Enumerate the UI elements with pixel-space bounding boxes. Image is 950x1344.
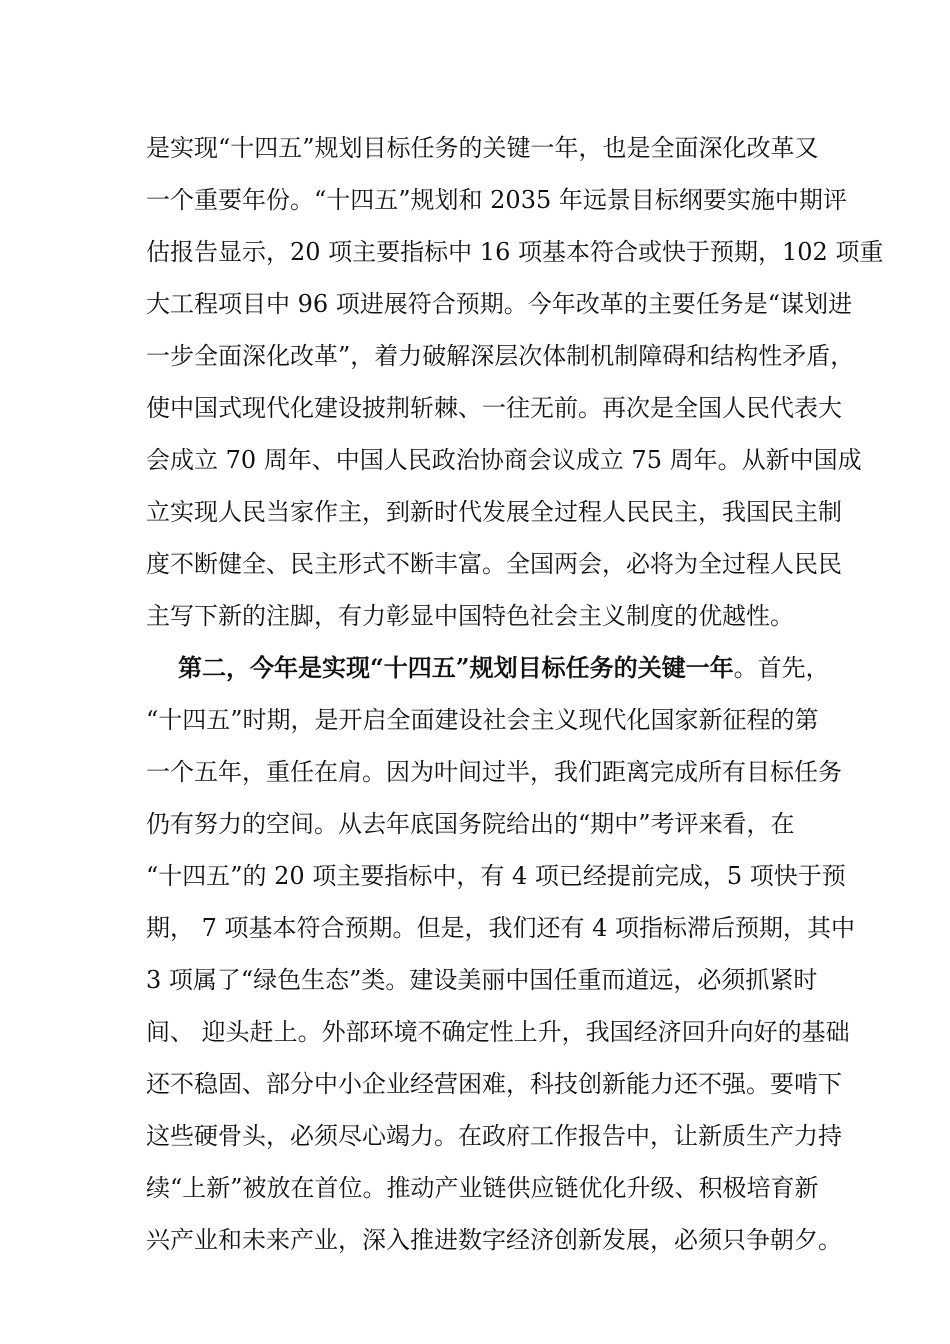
text-line: 续“上新”被放在首位。推动产业链供应链优化升级、积极培育新 — [146, 1174, 819, 1202]
heading-continuation: 。首先， — [733, 654, 830, 682]
text-line: 还不稳固、部分中小企业经营困难，科技创新能力还不强。要啃下 — [146, 1070, 842, 1098]
paragraph-first-line — [178, 653, 830, 683]
text-line: 大工程项目中 96 项进展符合预期。今年改革的主要任务是“谋划进 — [146, 290, 853, 318]
text-line: 会成立 70 周年、中国人民政治协商会议成立 75 周年。从新中国成 — [146, 446, 862, 474]
text-line: 这些硬骨头，必须尽心竭力。在政府工作报告中，让新质生产力持 — [146, 1122, 842, 1150]
text-line: 是实现“十四五”规划目标任务的关键一年，也是全面深化改革又 — [146, 134, 819, 162]
text-line: 一个重要年份。“十四五”规划和 2035 年远景目标纲要实施中期评 — [146, 186, 847, 214]
paragraph-heading: 第二，今年是实现“十四五”规划目标任务的关键一年 — [178, 653, 734, 682]
text-line: 仍有努力的空间。从去年底国务院给出的“期中”考评来看，在 — [146, 810, 795, 838]
text-line: 一步全面深化改革”，着力破解深层次体制机制障碍和结构性矛盾， — [146, 342, 855, 370]
text-line: 间、 迎头赶上。外部环境不确定性上升，我国经济回升向好的基础 — [146, 1018, 850, 1046]
text-line: 3 项属了“绿色生态”类。建设美丽中国任重而道远，必须抓紧时 — [146, 966, 818, 994]
text-line: 立实现人民当家作主，到新时代发展全过程人民民主，我国民主制 — [146, 498, 842, 526]
text-line: “十四五”时期，是开启全面建设社会主义现代化国家新征程的第 — [146, 706, 819, 734]
text-line: 主写下新的注脚，有力彰显中国特色社会主义制度的优越性。 — [146, 602, 794, 630]
text-line: “十四五”的 20 项主要指标中，有 4 项已经提前完成，5 项快于预 — [146, 862, 846, 890]
text-line: 使中国式现代化建设披荆斩棘、一往无前。再次是全国人民代表大 — [146, 394, 842, 422]
text-line: 期， 7 项基本符合预期。但是，我们还有 4 项指标滞后预期，其中 — [146, 914, 856, 942]
text-line: 估报告显示，20 项主要指标中 16 项基本符合或快于预期，102 项重 — [146, 238, 884, 266]
text-line: 度不断健全、民主形式不断丰富。全国两会，必将为全过程人民民 — [146, 550, 842, 578]
text-line: 一个五年，重任在肩。因为叶间过半，我们距离完成所有目标任务 — [146, 758, 842, 786]
text-line: 兴产业和未来产业，深入推进数字经济创新发展，必须只争朝夕。 — [146, 1226, 842, 1254]
